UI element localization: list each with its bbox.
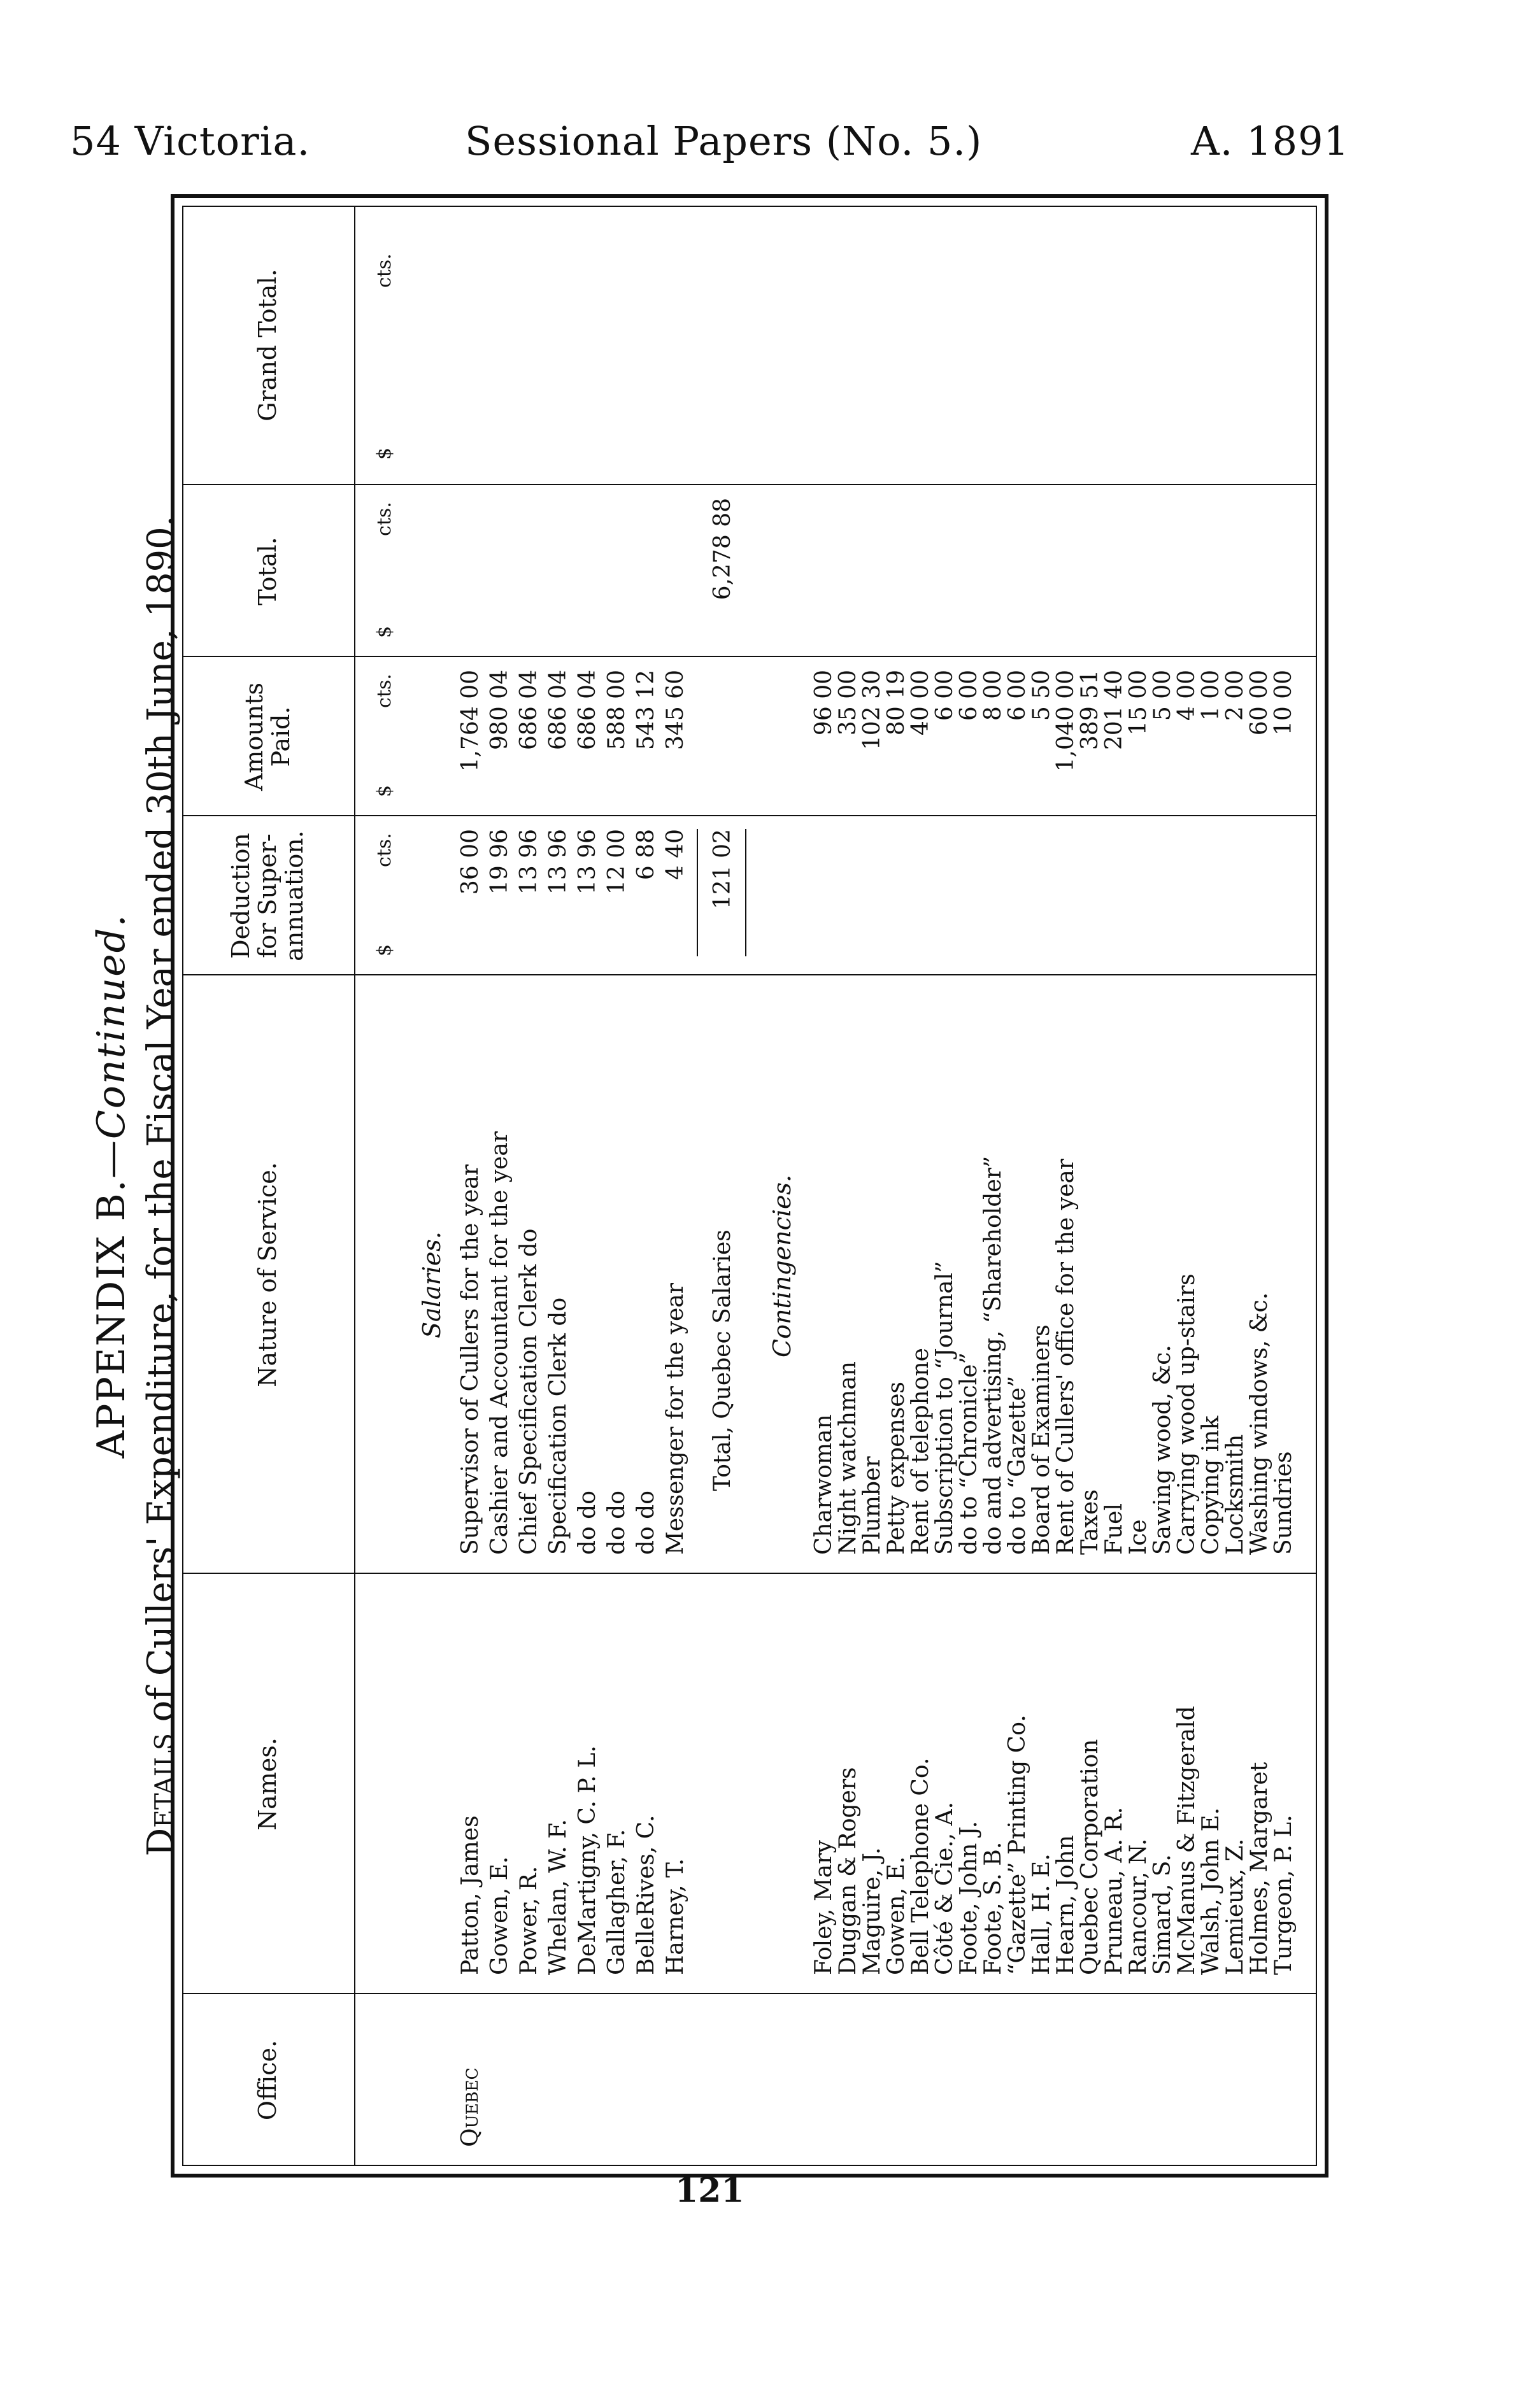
amount-value: 6 00	[932, 670, 958, 721]
payee-name: Lemieux, Z.	[1222, 1838, 1248, 1975]
header-volume: 54 Victoria.	[70, 118, 311, 164]
amount-value: 686 04	[516, 670, 542, 750]
amount-value: 1 00	[1198, 670, 1224, 721]
amount-value: 102 30	[859, 670, 885, 750]
appendix-label: APPENDIX B.	[89, 1179, 134, 1459]
payee-name: Harney, T.	[662, 1858, 688, 1975]
payee-name: Patton, James	[457, 1815, 483, 1975]
deduction-value: 4 40	[662, 829, 688, 881]
payee-name: Foote, John J.	[956, 1820, 982, 1975]
amount-value: 6 00	[1004, 670, 1030, 721]
payee-name: Foote, S. B.	[980, 1841, 1006, 1975]
service-desc: Washing windows, &c.	[1246, 1292, 1272, 1555]
amount-value: 686 04	[545, 670, 571, 750]
service-desc: Chief Specification Clerk do	[516, 1228, 542, 1555]
payee-name: Foley, Mary	[811, 1840, 837, 1975]
payee-name: Power, R.	[516, 1866, 542, 1975]
rotated-content	[64, 206, 1317, 2166]
service-desc: Carrying wood up-stairs	[1174, 1273, 1200, 1555]
amount-value: 10 00	[1271, 670, 1297, 736]
payee-name: Whelan, W. F.	[545, 1819, 571, 1975]
service-desc: do to “Gazette”	[1004, 1375, 1030, 1555]
service-desc: do do	[604, 1491, 630, 1555]
subtotal-rule	[697, 829, 698, 956]
header-series: Sessional Papers (No. 5.)	[465, 118, 983, 164]
total-salaries-label: Total, Quebec Salaries	[709, 1229, 736, 1491]
service-desc: Rent of telephone	[908, 1348, 934, 1555]
service-desc: Sawing wood, &c.	[1150, 1345, 1176, 1555]
subtitle-prefix: Details	[140, 1733, 182, 1857]
amount-value: 686 04	[574, 670, 601, 750]
amount-value: 80 19	[883, 670, 909, 736]
payee-name: Rancour, N.	[1125, 1838, 1151, 1975]
expenditure-table	[182, 206, 1317, 2166]
payee-name: Hearn, John	[1053, 1835, 1079, 1975]
payee-name: Gowen, E.	[487, 1856, 513, 1975]
unit-dollar-total: $	[373, 625, 395, 638]
amount-value: 60 00	[1246, 670, 1272, 736]
payee-name: Turgeon, P. L.	[1271, 1815, 1297, 1975]
payee-name: BelleRives, C.	[633, 1815, 659, 1975]
service-desc: Messenger for the year	[662, 1283, 688, 1555]
table-row	[661, 206, 690, 2166]
service-desc: Board of Examiners	[1029, 1324, 1055, 1555]
amount-value: 1,040 00	[1053, 670, 1079, 772]
subtitle-rest: of Cullers' Expenditure, for the Fiscal Year ended 30th June, 1890.	[140, 515, 182, 1734]
amount-value: 6 00	[956, 670, 982, 721]
unit-dollar-grand: $	[373, 447, 395, 460]
payee-name: Maguire, J.	[859, 1847, 885, 1975]
service-desc: Taxes	[1077, 1489, 1103, 1555]
service-desc: Ice	[1125, 1519, 1151, 1555]
amount-value: 15 00	[1125, 670, 1151, 736]
col-total-head: Total.	[253, 537, 282, 606]
amount-value: 35 00	[835, 670, 861, 736]
service-desc: Subscription to “Journal”	[932, 1261, 958, 1555]
col-amounts-head: Amounts Paid.	[240, 682, 295, 791]
col-office-head: Office.	[253, 2039, 282, 2121]
continued-label: —Continued.	[89, 913, 134, 1179]
table-row	[456, 206, 485, 2166]
payee-name: “Gazette” Printing Co.	[1004, 1715, 1030, 1975]
service-desc: Cashier and Accountant for the year	[487, 1131, 513, 1555]
unit-dollar-deduction: $	[373, 944, 395, 956]
service-desc: do do	[633, 1491, 659, 1555]
total-rule	[745, 829, 746, 956]
amount-value: 201 40	[1101, 670, 1127, 750]
section-salaries: Salaries.	[418, 1231, 446, 1338]
payee-name: Holmes, Margaret	[1246, 1762, 1272, 1975]
service-desc: Night watchman	[835, 1361, 861, 1555]
amount-value: 543 12	[633, 670, 659, 750]
amount-value: 96 00	[811, 670, 837, 736]
amount-value: 5 50	[1029, 670, 1055, 721]
section-contingencies: Contingencies.	[768, 1174, 796, 1357]
appendix-subtitle	[140, 206, 182, 2166]
service-desc: Sundries	[1271, 1451, 1297, 1555]
payee-name: Pruneau, A. R.	[1101, 1806, 1127, 1975]
payee-name: Quebec Corporation	[1077, 1739, 1103, 1975]
amount-value: 980 04	[487, 670, 513, 750]
payee-name: Gallagher, F.	[604, 1829, 630, 1975]
deduction-value: 36 00	[457, 829, 483, 895]
deduction-value: 12 00	[604, 829, 630, 895]
col-grand-total-head: Grand Total.	[253, 269, 282, 421]
unit-dollar-amounts: $	[373, 784, 395, 797]
table-row	[573, 206, 602, 2166]
payee-name: Duggan & Rogers	[835, 1767, 861, 1975]
total-salaries-value: 6,278 88	[709, 498, 736, 600]
amount-value: 1,764 00	[457, 670, 483, 772]
deduction-value: 13 96	[574, 829, 601, 895]
table-row	[485, 206, 515, 2166]
amount-value: 40 00	[908, 670, 934, 736]
payee-name: Côté & Cie., A.	[932, 1801, 958, 1975]
table-row	[632, 206, 661, 2166]
amount-value: 5 00	[1150, 670, 1176, 721]
deduction-value: 13 96	[545, 829, 571, 895]
payee-name: Walsh, John E.	[1198, 1807, 1224, 1975]
service-desc: do to “Chronicle”	[956, 1352, 982, 1555]
service-desc: Fuel	[1101, 1503, 1127, 1555]
service-desc: Locksmith	[1222, 1434, 1248, 1555]
table-row	[544, 206, 573, 2166]
payee-name: Simard, S.	[1150, 1854, 1176, 1975]
amount-value: 8 00	[980, 670, 1006, 721]
service-desc: Rent of Cullers' office for the year	[1053, 1158, 1079, 1555]
service-desc: do do	[574, 1491, 601, 1555]
amount-value: 588 00	[604, 670, 630, 750]
amount-value: 2 00	[1222, 670, 1248, 721]
col-service-head: Nature of Service.	[253, 1162, 282, 1387]
amount-value: 4 00	[1174, 670, 1200, 721]
page-number: 121	[675, 2171, 744, 2210]
payee-name: Gowen, E.	[883, 1856, 909, 1975]
service-desc: Copying ink	[1198, 1415, 1224, 1555]
deduction-value: 6 88	[633, 829, 659, 881]
unit-cents-grand: cts.	[373, 253, 395, 288]
payee-name: Hall, H. E.	[1029, 1853, 1055, 1975]
unit-cents-total: cts.	[373, 502, 395, 536]
unit-cents-amounts: cts.	[373, 674, 395, 708]
unit-cents-deduction: cts.	[373, 833, 395, 867]
table-row	[602, 206, 632, 2166]
service-desc: Petty expenses	[883, 1381, 909, 1555]
service-desc: Plumber	[859, 1456, 885, 1555]
deduction-value: 13 96	[516, 829, 542, 895]
amount-value: 345 60	[662, 670, 688, 750]
appendix-title	[89, 206, 134, 2166]
total-deduction-value: 121 02	[709, 829, 736, 909]
header-rule	[354, 206, 355, 2166]
payee-name: DeMartigny, C. P. L.	[574, 1745, 601, 1975]
service-desc: Supervisor of Cullers for the year	[457, 1164, 483, 1555]
col-deduction-head: Deduction for Super- annuation.	[227, 830, 308, 961]
office-name: Quebec	[457, 2067, 483, 2147]
table-row	[515, 206, 544, 2166]
payee-name: Bell Telephone Co.	[908, 1757, 934, 1975]
deduction-value: 19 96	[487, 829, 513, 895]
total-row	[708, 206, 737, 2166]
header-year: A. 1891	[1191, 118, 1350, 164]
col-names-head: Names.	[253, 1738, 282, 1831]
service-desc: do and advertising, “Shareholder”	[980, 1156, 1006, 1555]
amount-value: 389 51	[1077, 670, 1103, 750]
service-desc: Charwoman	[811, 1414, 837, 1555]
service-desc: Specification Clerk do	[545, 1297, 571, 1555]
table-row	[1269, 206, 1299, 2166]
payee-name: McManus & Fitzgerald	[1174, 1706, 1200, 1975]
